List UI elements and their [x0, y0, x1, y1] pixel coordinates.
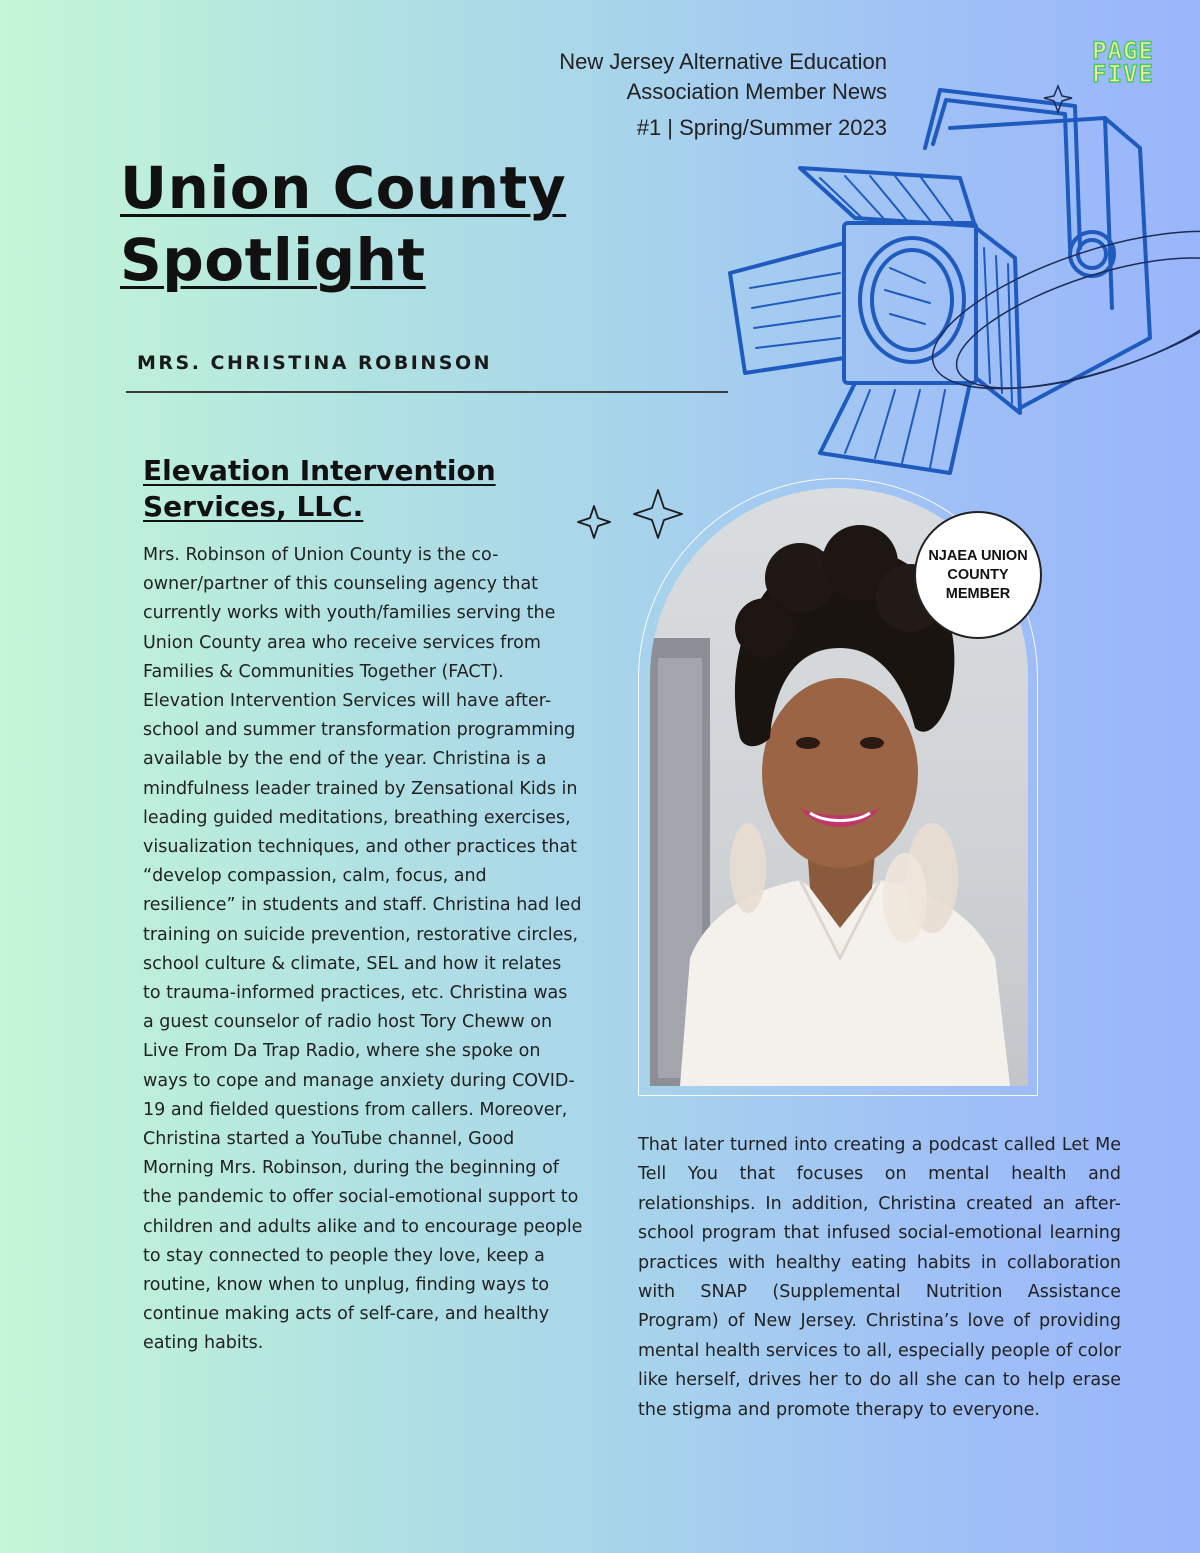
member-badge-text: NJAEA UNION COUNTY MEMBER: [928, 547, 1028, 602]
section-heading-line2: Services, LLC.: [143, 490, 364, 523]
page-badge-number: FIVE: [1092, 60, 1154, 88]
page-title-line2: Spotlight: [120, 226, 426, 294]
body-text-left: Mrs. Robinson of Union County is the co-owner/partner of this counseling agency that currently works with youth/families serving the Union County area who receive services from Families & Communities Together (FACT). Elevation Intervention Services will have after-school and summer transformation programming available by the end of the year. Christina is a mindfulness leader trained by Zensational Kids in leading guided meditations, breathing exercises, visualization techniques, and other practices that “develop compassion, calm, focus, and resilience” in students and staff. Christina had led training on suicide prevention, restorative circles, school culture & climate, SEL and how it relates to trauma-informed practices, etc. Christina was a guest counselor of radio host Tory Cheww on Live From Da Trap Radio, where she spoke on ways to cope and manage anxiety during COVID-19 and fielded questions from callers. Moreover, Christina started a YouTube channel, Good Morning Mrs. Robinson, during the beginning of the pandemic to offer social-emotional support to children and adults alike and to encourage people to stay connected to people they love, keep a routine, know when to unplug, finding ways to continue making acts of self-care, and healthy eating habits.: [143, 545, 583, 1354]
person-name: MRS. CHRISTINA ROBINSON: [137, 352, 493, 374]
section-heading-line1: Elevation Intervention: [143, 454, 496, 487]
org-name-line2: Association Member News: [626, 79, 887, 104]
body-text-right: That later turned into creating a podcast called Let Me Tell You that focuses on mental health and relationships. In addition, Christina created an after-school program that infused social-emotional learning practices with healthy eating habits in collaboration with SNAP (Supplemental Nutrition Assistance Program) of New Jersey. Christina’s love of providing mental health services to all, especially people of color like herself, drives her to do all she can to help erase the stigma and promote therapy to everyone.: [638, 1135, 1121, 1420]
divider: [126, 391, 728, 393]
page-title-line1: Union County: [120, 154, 567, 222]
section-heading: [143, 453, 573, 525]
page-title: [120, 152, 566, 296]
org-name-line1: New Jersey Alternative Education: [559, 49, 887, 74]
spotlight-icon: [720, 78, 1200, 498]
page-badge-word: PAGE: [1092, 37, 1154, 65]
issue-line: #1 | Spring/Summer 2023: [636, 115, 887, 140]
member-badge: [914, 511, 1042, 639]
